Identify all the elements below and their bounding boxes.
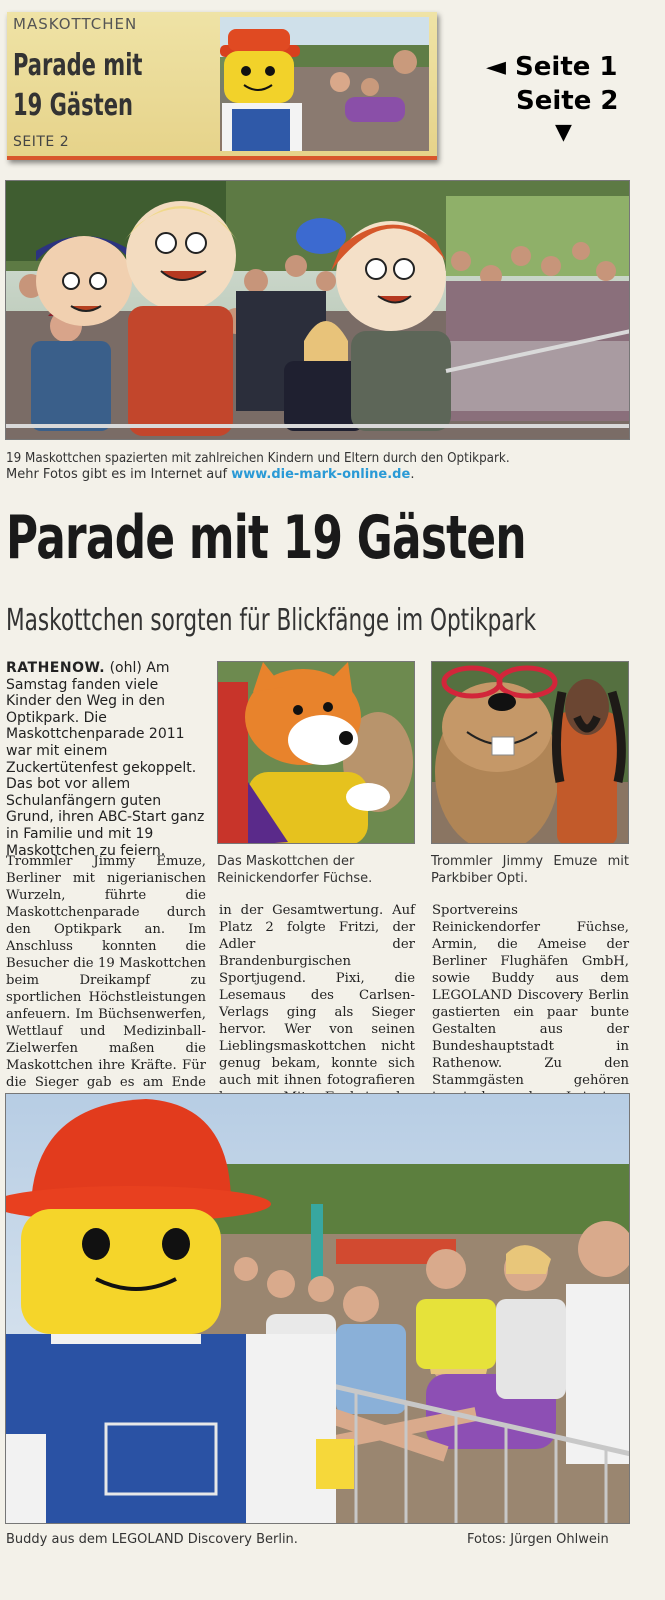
article-lead-text: (ohl) Am Samstag fanden viele Kinder den Weg in den Optikpark. Die Maskottchenparade 2011 war mit einem Zuckertütenfest gekoppelt. Das bot vor allem Schulanfängern guten Grund, ihren ABC-Start ganz in Familie und mit 19 Maskottchen zu feiern. xyxy=(6,660,205,859)
teaser-title: Parade mit 19 Gästen xyxy=(13,48,143,123)
article-column-3: Sportvereins Reinickendorfer Füchse, Armin, die Ameise der Berliner Flughäfen GmbH, sowie Buddy aus dem LEGOLAND Discovery Berlin gastierten ein paar bunte Gestalten aus der Bundeshauptstadt in Rathenow. Zu den Stammgästen gehören xyxy=(432,903,629,1088)
caption-line-1: 19 Maskottchen spazierten mit zahlreichen Kindern und Eltern durch den Optikpark. xyxy=(6,451,510,466)
teaser-page-ref: SEITE 2 xyxy=(13,134,70,150)
caption-prefix: Mehr Fotos gibt es im Internet auf xyxy=(6,467,232,482)
caption-suffix: . xyxy=(410,467,415,482)
teaser-box[interactable] xyxy=(7,12,437,160)
nav-page2-arrow-icon: ▼ xyxy=(555,120,572,145)
photo-credit: Fotos: Jürgen Ohlwein xyxy=(467,1532,609,1547)
article-dateline: RATHENOW. xyxy=(6,660,106,676)
nav-page1-link[interactable]: ◄ Seite 1 xyxy=(486,52,618,82)
legoland-photo-caption: Buddy aus dem LEGOLAND Discovery Berlin. xyxy=(6,1532,298,1547)
beaver-photo-caption: Trommler Jimmy Emuze mit Parkbiber Opti. xyxy=(431,854,629,886)
article-lead xyxy=(6,660,206,859)
article-column-2: in der Gesamtwertung. Auf Platz 2 folgte Fritzi, der Adler der Brandenburgischen Sportjugend. Pixi, die Lesemaus des Carlsen-Verlags ging als Sieger hervor. Wer von seinen Lieblingsmaskottchen nicht genug bekam, konnte sich auch mit ihnen fotografieren xyxy=(219,903,415,1088)
website-link[interactable]: www.die-mark-online.de xyxy=(231,467,411,482)
article-column-1: Trommler Jimmy Emuze, Berliner mit nigerianischen Wurzeln, führte die Maskottchenparade durch den Optikpark an. Im Anschluss konnten die Besucher die 19 Maskottchen beim Dreikampf zu sportlichen Höchstleistungen anfeuern. Im Büchsenwerfen, Wettlauf und Medizinball-Zielwerfen maßen die Maskottchen ihre Kräfte. Für die Sieger gab es am Ende xyxy=(6,854,206,1090)
nav-page2-link[interactable]: Seite 2 xyxy=(516,86,619,116)
fox-mascot-photo xyxy=(217,661,415,844)
teaser-kicker: MASKOTTCHEN xyxy=(13,15,138,33)
fox-photo-caption: Das Maskottchen der Reinickendorfer Füchse. xyxy=(217,854,373,886)
beaver-mascot-photo xyxy=(431,661,629,844)
caption-line-2 xyxy=(6,467,631,483)
article-subheadline: Maskottchen sorgten für Blickfänge im Optikpark xyxy=(6,603,537,638)
parade-photo xyxy=(5,180,630,440)
legoland-buddy-photo xyxy=(5,1093,630,1524)
parade-photo-caption xyxy=(6,451,631,483)
teaser-photo xyxy=(220,17,429,151)
article-headline: Parade mit 19 Gästen xyxy=(6,503,526,573)
